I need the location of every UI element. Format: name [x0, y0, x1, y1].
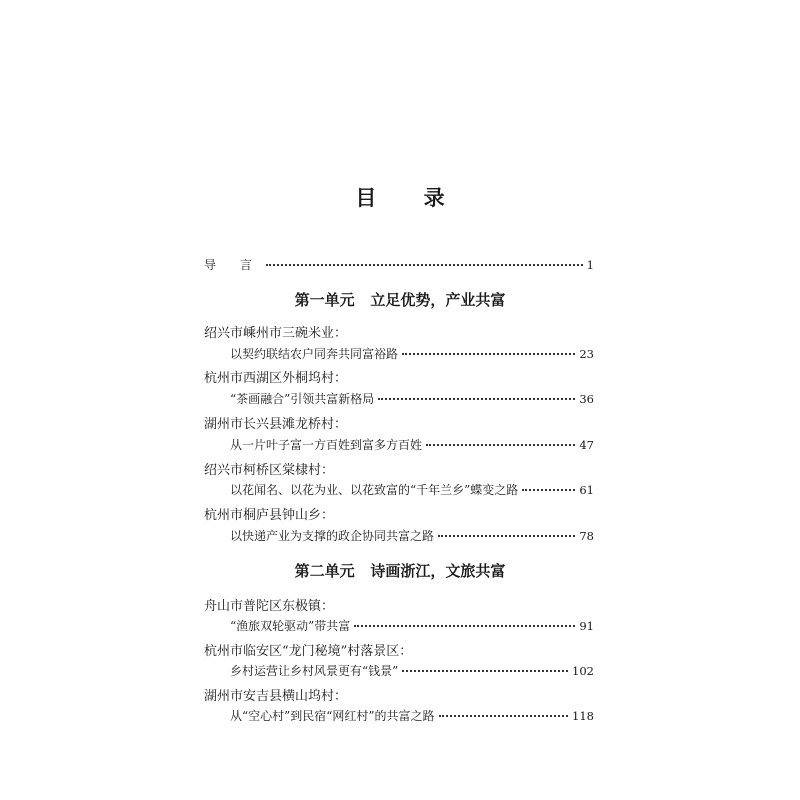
toc-place: 舟山市普陀区东极镇： — [204, 599, 335, 614]
toc-entry[interactable] — [230, 662, 594, 680]
toc-title: 目 录 — [355, 186, 465, 210]
dot-leader — [378, 398, 575, 400]
toc-entry[interactable] — [230, 345, 594, 363]
toc-entry-label: 导 言 — [204, 258, 262, 272]
toc-page-number: 36 — [579, 392, 594, 406]
toc-place: 杭州市西湖区外桐坞村： — [204, 371, 348, 386]
dot-leader — [522, 489, 575, 491]
dot-leader — [266, 264, 583, 266]
toc-entry-label: 乡村运营让乡村风景更有“钱景” — [230, 664, 399, 678]
toc-page-number: 118 — [572, 709, 594, 723]
toc-entry-label: 以契约联结农户同奔共同富裕路 — [230, 347, 399, 361]
toc-entry-label: 从“空心村”到民宿“网红村”的共富之路 — [230, 709, 435, 723]
toc-page-number: 102 — [572, 664, 594, 678]
toc-entry[interactable] — [230, 527, 594, 545]
toc-entry-label: 从一片叶子富一方百姓到富多方百姓 — [230, 438, 423, 452]
toc-entry-intro[interactable] — [204, 256, 594, 274]
unit-heading: 第一单元 立足优势，产业共富 — [294, 291, 506, 309]
toc-place: 绍兴市嵊州市三碗米业： — [204, 326, 348, 341]
toc-entry[interactable] — [230, 390, 594, 408]
dot-leader — [402, 353, 575, 355]
toc-place: 杭州市临安区“龙门秘境”村落景区： — [204, 644, 413, 659]
toc-entry[interactable] — [230, 707, 594, 725]
dot-leader — [402, 670, 568, 672]
toc-entry[interactable] — [230, 436, 594, 454]
unit-heading: 第二单元 诗画浙江，文旅共富 — [294, 562, 506, 580]
toc-place: 湖州市长兴县滩龙桥村： — [204, 417, 348, 432]
toc-entry[interactable] — [230, 617, 594, 635]
toc-entry-label: “茶画融合”引领共富新格局 — [230, 392, 375, 406]
toc-place: 湖州市安吉县横山坞村： — [204, 689, 348, 704]
toc-entry-label: 以快递产业为支撑的政企协同共富之路 — [230, 529, 435, 543]
toc-page-number: 1 — [586, 258, 594, 272]
dot-leader — [438, 535, 575, 537]
dot-leader — [439, 715, 569, 717]
toc-page-number: 61 — [579, 483, 594, 497]
toc-entry[interactable] — [230, 481, 594, 499]
dot-leader — [426, 444, 575, 446]
dot-leader — [354, 625, 575, 627]
toc-entry-label: 以花闻名、以花为业、以花致富的“千年兰乡”蝶变之路 — [230, 483, 519, 497]
toc-entry-label: “渔旅双轮驱动”带共富 — [230, 619, 351, 633]
toc-page-number: 91 — [579, 619, 594, 633]
toc-page-number: 78 — [579, 529, 594, 543]
toc-page-number: 47 — [579, 438, 594, 452]
toc-place: 杭州市桐庐县钟山乡： — [204, 508, 335, 523]
toc-page-number: 23 — [579, 347, 594, 361]
toc-place: 绍兴市柯桥区棠棣村： — [204, 463, 335, 478]
